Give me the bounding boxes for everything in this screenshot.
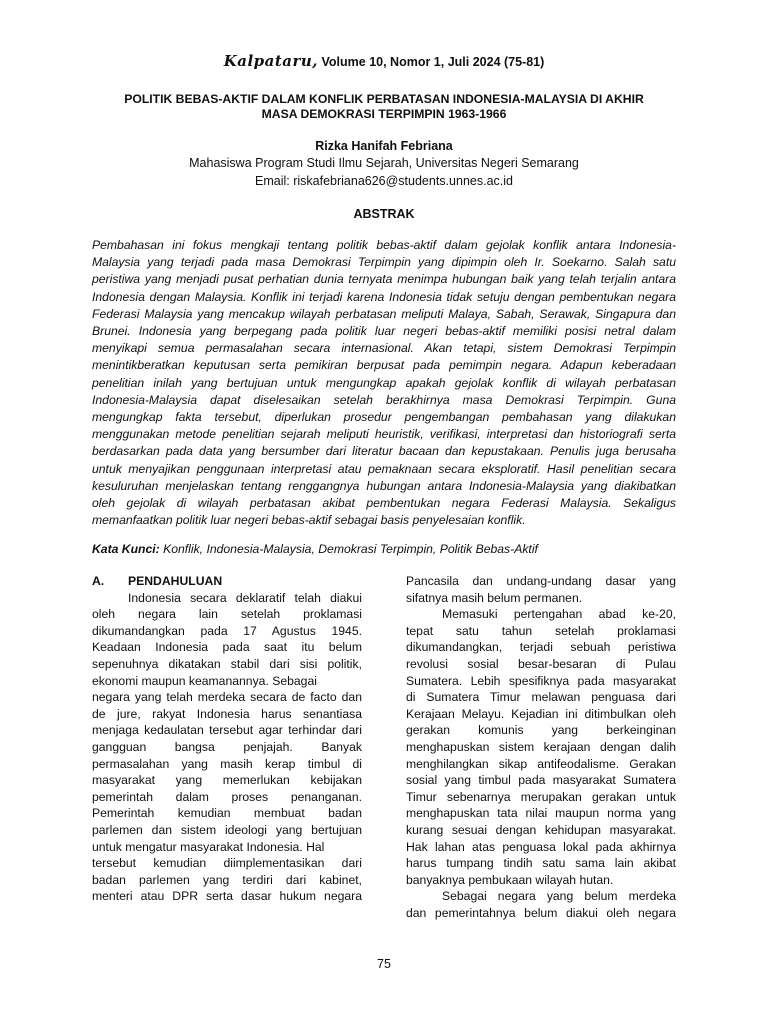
- abstract-line: Brunei. Indonesia yang berpegang pada politik luar negeri bebas-aktif memiliki posisi netral dalam: [92, 324, 676, 339]
- body-text-line: dikumandangkan, terjadi sebuah peristiwa: [406, 640, 676, 655]
- body-text-line: Indonesia secara deklaratif telah diakui: [128, 590, 362, 605]
- body-text-line: Pemerintah kemudian membuat badan: [92, 806, 362, 821]
- abstract-line: Malaysia yang terjadi pada masa Demokrasi Terpimpin yang dipimpin oleh Ir. Soekarno. Salah satu: [92, 255, 676, 270]
- body-text-line: Pancasila dan undang-undang dasar yang: [406, 574, 676, 588]
- body-text-line: parlemen dan sistem ideologi yang bertujuan: [92, 822, 362, 837]
- abstract-line: Pembahasan ini fokus mengkaji tentang politik bebas-aktif dalam gejolak konflik antara Indonesia-: [92, 238, 676, 252]
- body-text-line: permasalahan yang masih kerap timbul di: [92, 756, 362, 771]
- body-text-line: menghilangkan sikap antifeodalisme. Gerakan: [406, 756, 676, 771]
- body-text-line: dikumandangkan pada 17 Agustus 1945.: [92, 623, 362, 638]
- body-text-line: Memasuki pertengahan abad ke-20,: [442, 607, 676, 622]
- body-text-line: gangguan bangsa penjajah. Banyak: [92, 739, 362, 754]
- abstract-line: Indonesia dengan Malaysia. Konflik ini terjadi karena Indonesia tidak setuju dengan pembentukan negara: [92, 289, 676, 304]
- journal-name: Kalpataru,: [223, 52, 319, 70]
- abstract-line: Federasi Malaysia yang mencakup wilayah perbatasan meliputi Malaya, Sabah, Serawak, Singapura dan: [92, 306, 676, 321]
- body-text-line: gerakan komunis yang berkeinginan: [406, 723, 676, 738]
- abstract-line: memanfaatkan politik luar negeri bebas-aktif sebagai basis penyelesaian konflik.: [92, 513, 526, 528]
- keywords-label: Kata Kunci:: [92, 542, 160, 556]
- abstract-body: [92, 237, 676, 529]
- body-text-line: Kerajaan Melayu. Kejadian ini ditimbulkan oleh: [406, 706, 676, 721]
- abstract-line: menyikapi semua permasalahan secara internasional. Akan tetapi, sistem Demokrasi Terpimpin: [92, 341, 676, 356]
- body-text-line: badan parlemen yang terdiri dari kabinet,: [92, 872, 362, 887]
- abstract-line: menggunakan metode penelitian sejarah meliputi heuristik, verifikasi, interpretasi dan historiografi serta: [92, 427, 676, 442]
- abstract-line: mengungkap fakta tersebut, diperlukan prosedur pengembangan pembahasan yang dilakukan: [92, 410, 676, 425]
- body-text-line: Sebagai negara yang belum merdeka: [442, 889, 676, 904]
- body-text-line: kurang sesuai dengan kehidupan masyarakat.: [406, 822, 676, 837]
- abstract-line: kesuluruhan menjelaskan tentang renggangnya hubungan antara Indonesia-Malaysia yang diakibatkan: [92, 478, 676, 493]
- body-text-line: sosial yang timbul pada masyarakat Sumatera: [406, 773, 676, 788]
- body-text-line: harus tumpang tindih satu sama lain akibat: [406, 856, 676, 871]
- journal-volume-info: Volume 10, Nomor 1, Juli 2024 (75-81): [321, 55, 545, 69]
- body-text-line: pemerintah dalam proses penanganan.: [92, 789, 362, 804]
- title-line: MASA DEMOKRASI TERPIMPIN 1963-1966: [261, 107, 507, 121]
- body-text-line: Timur sebenarnya merupakan gerakan untuk: [406, 789, 676, 804]
- article-title: [90, 92, 678, 122]
- body-text-line: revolusi sosial besar-besaran di Pulau: [406, 656, 676, 671]
- abstract-line: oleh gejolak di wilayah perbatasan akibat pembentukan negara Federasi Malaysia. Sekaligus: [92, 496, 676, 511]
- body-text-line: de jure, rakyat Indonesia harus senantiasa: [92, 706, 362, 721]
- abstract-heading: ABSTRAK: [353, 207, 415, 221]
- body-text-line: oleh negara lain setelah proklamasi: [92, 607, 362, 622]
- body-text-line: menjaga kedaulatan tersebut agar terhindar dari: [92, 723, 362, 738]
- abstract-line: Indonesia-Malaysia dapat diselesaikan setelah berakhirnya masa Demokrasi Terpimpin. Guna: [92, 392, 676, 407]
- section-number: A.: [92, 574, 105, 588]
- author-email: Email: riskafebriana626@students.unnes.ac.id: [255, 174, 513, 188]
- section-title: PENDAHULUAN: [128, 574, 223, 588]
- abstract-line: berdasarkan pada data yang bersumber dari literatur bacaan dan kepustakaan. Penulis juga berusaha: [92, 444, 676, 459]
- body-text-line: dan pemerintahnya belum diakui oleh negara: [406, 905, 676, 920]
- abstract-line: menintikberatkan keputusan serta pemikiran berpusat pada pemimpin negara. Adapun keberadaan: [92, 358, 676, 373]
- body-text-line: menteri atau DPR serta dasar hukum negara: [92, 889, 362, 904]
- journal-header: [0, 52, 768, 70]
- author-name: Rizka Hanifah Febriana: [315, 139, 453, 153]
- body-text-line: sepenuhnya dikatakan stabil dari sisi politik,: [92, 656, 362, 671]
- body-text-line: masyarakat yang memerlukan kebijakan: [92, 773, 362, 788]
- abstract-line: penelitian inilah yang bertujuan untuk mengungkap apakah gejolak konflik di wilayah perbatasan: [92, 375, 676, 390]
- body-text-line: sifatnya masih belum permanen.: [406, 590, 583, 605]
- right-column: [406, 573, 676, 921]
- body-text-line: banyaknya pembukaan wilayah hutan.: [406, 872, 614, 887]
- body-text-line: tepat satu tahun setelah proklamasi: [406, 623, 676, 638]
- keywords-text: Konflik, Indonesia-Malaysia, Demokrasi Terpimpin, Politik Bebas-Aktif: [159, 542, 538, 556]
- body-text-line: tersebut kemudian diimplementasikan dari: [92, 856, 362, 871]
- body-text-line: Sumatera. Lebih spesifiknya pada masyarakat: [406, 673, 676, 688]
- page-number: 75: [377, 957, 391, 971]
- abstract-line: peristiwa yang menjadi pusat perhatian dunia ternyata menimpa hubungan baik yang telah terjalin antara: [92, 272, 676, 287]
- keywords: [92, 542, 676, 556]
- left-column: [92, 573, 362, 905]
- body-text-line: untuk mengatur masyarakat Indonesia. Hal: [92, 839, 325, 854]
- body-text-line: Hak lahan atas penguasa lokal pada akhirnya: [406, 839, 676, 854]
- author-affiliation: Mahasiswa Program Studi Ilmu Sejarah, Universitas Negeri Semarang: [189, 156, 579, 170]
- body-text-line: menghapuskan sistem kerajaan dengan dalih: [406, 739, 676, 754]
- body-text-line: menghapuskan tata nilai maupun norma yang: [406, 806, 676, 821]
- body-text-line: Keadaan Indonesia pada saat itu belum: [92, 640, 362, 655]
- body-text-line: negara yang telah merdeka secara de facto dan: [92, 690, 362, 705]
- section-heading: [92, 573, 362, 590]
- body-text-line: di Sumatera Timur melawan penguasa dari: [406, 690, 676, 705]
- abstract-line: untuk menyajikan penggunaan interpretasi atau pemaknaan secara eksploratif. Hasil penelitian secara: [92, 461, 676, 476]
- title-line: POLITIK BEBAS-AKTIF DALAM KONFLIK PERBATASAN INDONESIA-MALAYSIA DI AKHIR: [124, 92, 644, 106]
- body-text-line: ekonomi maupun keamanannya. Sebagai: [92, 673, 317, 688]
